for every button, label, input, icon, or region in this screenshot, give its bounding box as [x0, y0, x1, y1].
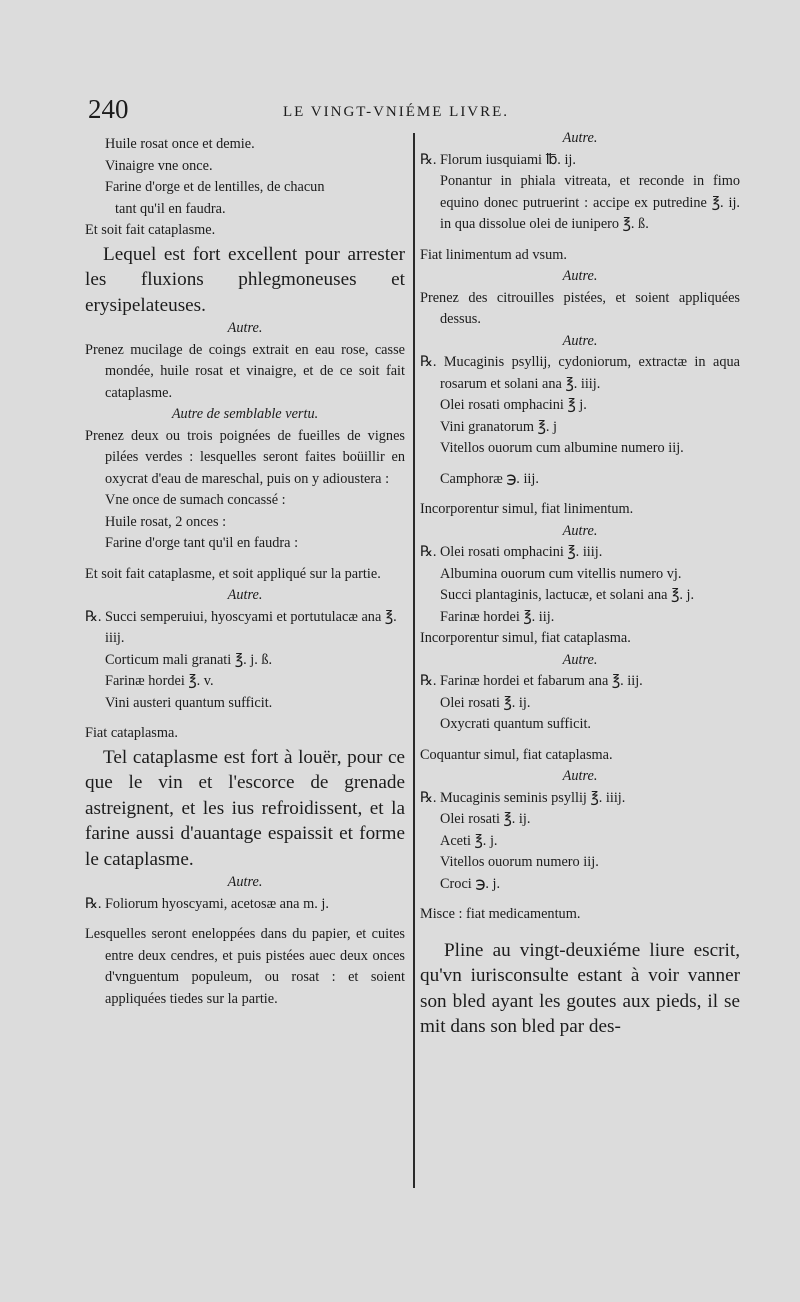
text-line: Olei rosati ℥. ij. [440, 694, 531, 711]
text-line: Olei rosati ℥. ij. [440, 811, 531, 827]
text-line: Farinæ hordei ℥. v. [105, 673, 214, 689]
prescription-line: ℞. Foliorum hyoscyami, acetosæ ana m. j. [85, 895, 329, 912]
column-divider [413, 133, 415, 1188]
section-heading: Autre. [227, 587, 263, 603]
section-heading: Autre de semblable vertu. [171, 406, 319, 422]
recipe-paragraph: Prenez des citrouilles pistées, et soient appliquées dessus. [420, 289, 740, 327]
text-line: Vini austeri quantum sufficit. [105, 694, 273, 711]
section-heading: Autre. [562, 332, 598, 349]
section-heading: Autre. [562, 768, 598, 784]
section-heading: Autre. [562, 268, 598, 284]
left-column [85, 134, 405, 1010]
commentary-paragraph: Tel cataplasme est fort à louër, pour ce que le vin et l'escorce de grenade astreignent, et les ius refroidissent, et la farine aussi d'auantage espaissit et forme le cataplasme. [85, 746, 405, 870]
text-line: Olei rosati omphacini ℥ j. [440, 397, 587, 413]
section-heading: Autre. [562, 130, 598, 146]
text-line: Incorporentur simul, fiat cataplasma. [420, 630, 631, 646]
text-line: Vitellos ouorum numero iij. [440, 854, 599, 870]
text-line: Camphoræ ℈. iij. [440, 470, 539, 487]
section-heading: Autre. [227, 320, 263, 336]
text-line: Vitellos ouorum cum albumine numero iij. [440, 440, 684, 456]
commentary-paragraph: Lequel est fort excellent pour arrester les fluxions phlegmoneuses et erysipelateuses. [85, 243, 405, 316]
text-line: Farine d'orge tant qu'il en faudra : [105, 535, 299, 551]
page-number: 240 [88, 94, 129, 124]
text-line: Succi plantaginis, lactucæ, et solani ana ℥. j. [440, 587, 695, 603]
text-line: Huile rosat, 2 onces : [105, 513, 227, 530]
recipe-paragraph: Prenez mucilage de coings extrait en eau rose, casse mondée, huile rosat et vinaigre, et de ce soit fait cataplasme. [85, 341, 405, 401]
prescription-line: ℞. Olei rosati omphacini ℥. iiij. [420, 544, 603, 560]
text-line: Vinaigre vne once. [105, 157, 213, 174]
prescription-line: ℞. Farinæ hordei et fabarum ana ℥. iij. [420, 673, 643, 689]
text-line: Coquantur simul, fiat cataplasma. [420, 746, 613, 763]
right-column [420, 130, 740, 1040]
text-line: Fiat linimentum ad vsum. [420, 246, 567, 263]
running-title: LE VINGT-VNIÉME LIVRE. [283, 104, 510, 120]
text-line: Corticum mali granati ℥. j. ß. [105, 651, 273, 668]
text-line: Farine d'orge et de lentilles, de chacun [105, 179, 325, 195]
section-heading: Autre. [562, 522, 598, 539]
text-line: Aceti ℥. j. [440, 832, 498, 849]
section-heading: Autre. [562, 651, 598, 668]
text-line: Misce : fiat medicamentum. [420, 906, 581, 922]
text-line: Vini granatorum ℥. j [440, 418, 557, 435]
commentary-paragraph: Pline au vingt-deuxiéme liure escrit, qu'vn iurisconsulte estant à voir vanner son bled ayant les goutes aux pieds, il se mit dans son bled par des- [420, 939, 740, 1037]
text-line: Farinæ hordei ℥. iij. [440, 608, 555, 625]
text-line: Fiat cataplasma. [85, 725, 178, 741]
text-line: Huile rosat once et demie. [105, 136, 255, 152]
page-header [88, 94, 728, 124]
text-line: Croci ℈. j. [440, 875, 501, 892]
recipe-paragraph: Ponantur in phiala vitreata, et reconde in fimo equino donec putruerint : accipe ex putredine ℥. ij. in qua dissolue olei de iunipero ℥. ß. [440, 173, 740, 232]
prescription-line: ℞. Mucaginis seminis psyllij ℥. iiij. [420, 789, 626, 806]
recipe-paragraph: Lesquelles seront eneloppées dans du papier, et cuites entre deux cendres, et puis pistées auec deux onces d'vnguentum populeum, ou rosat : et soient appliquées tiedes sur la partie. [85, 926, 405, 1007]
prescription-line: ℞. Succi semperuiui, hyoscyami et portutulacæ ana ℥. iiij. [85, 608, 397, 646]
prescription-line: ℞. Florum iusquiami ℔. ij. [420, 151, 576, 168]
text-line: Albumina ouorum cum vitellis numero vj. [440, 565, 682, 582]
section-heading: Autre. [227, 874, 263, 890]
text-line: Oxycrati quantum sufficit. [440, 716, 592, 732]
text-line: Incorporentur simul, fiat linimentum. [420, 501, 634, 517]
text-line: Et soit fait cataplasme. [85, 222, 216, 238]
recipe-paragraph: Prenez deux ou trois poignées de fueilles de vignes pilées verdes : lesquelles seront faites boüillir en oxycrat d'eau de mareschal, puis on y adioustera : [85, 427, 405, 487]
text-line: tant qu'il en faudra. [115, 200, 226, 217]
recipe-paragraph: Et soit fait cataplasme, et soit appliqué sur la partie. [85, 565, 381, 582]
text-line: Vne once de sumach concassé : [105, 492, 286, 508]
prescription-line: ℞. Mucaginis psyllij, cydoniorum, extractæ in aqua rosarum et solani ana ℥. iiij. [420, 354, 740, 392]
